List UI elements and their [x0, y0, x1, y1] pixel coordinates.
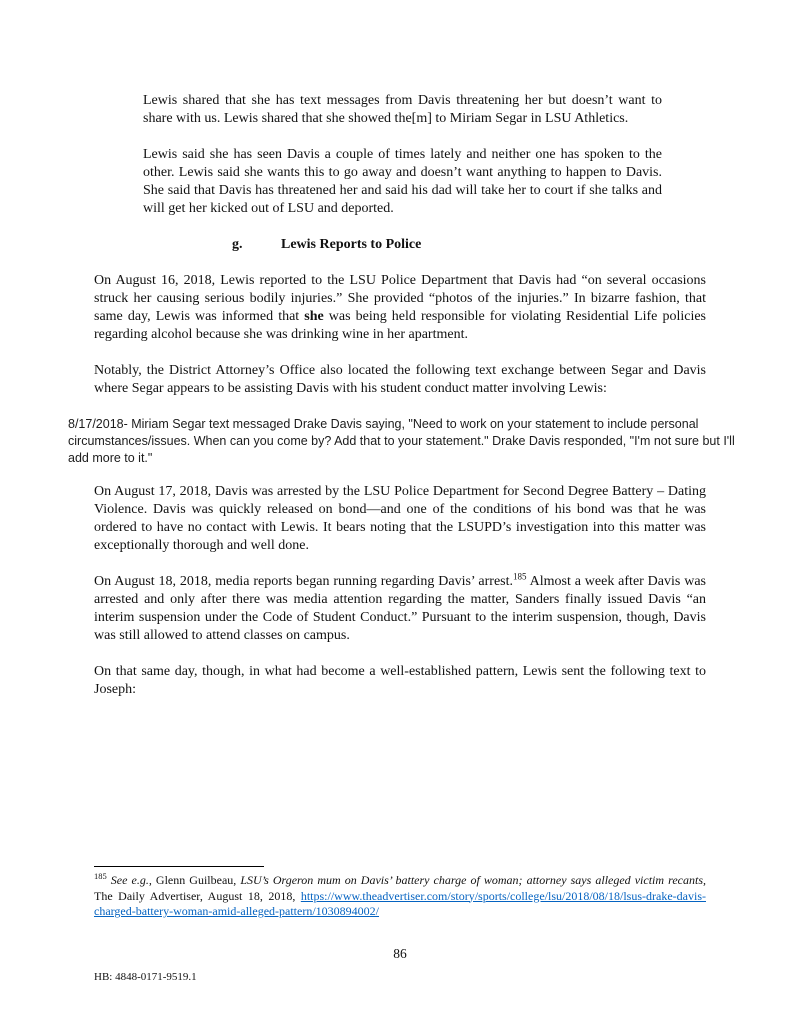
footnote-article-title: LSU’s Orgeron mum on Davis’ battery charge of woman; attorney says alleged victim recants,: [240, 873, 706, 887]
paragraph-same-day: On that same day, though, in what had become a well-established pattern, Lewis sent the following text to Joseph:: [94, 664, 706, 697]
paragraph-notably: Notably, the District Attorney’s Office also located the following text exchange between Segar and Davis where Segar appears to be assisting Davis with his student conduct matter involving Lewis:: [94, 363, 706, 396]
footnote-author: Glenn Guilbeau,: [151, 873, 241, 887]
paragraph-text: Almost a week after Davis was arrested and only after there was media attention regarding the matter, Sanders finally issued Davis “an interim suspension under the Code of Student Conduct.” Pursuant to the interim suspension, though, Davis was still allowed to attend classes on campus.: [94, 574, 706, 643]
emphasized-she: she: [304, 309, 324, 324]
footnote-link[interactable]: https://www.theadvertiser.com/story/sports/college/lsu/2018/08/18/lsus-drake-davis-charged-battery-woman-amid-alleged-pattern/1030894002/: [94, 888, 706, 918]
paragraph-text: On August 16, 2018, Lewis reported to the LSU Police Department that Davis had “on several occasions struck her causing serious bodily injuries.” She provided “photos of the injuries.” In bizarre fashion, that same day, Lewis was informed that: [94, 273, 706, 324]
page-number: 86: [393, 946, 407, 961]
section-heading: [94, 236, 706, 254]
paragraph-text: On August 18, 2018, media reports began running regarding Davis’ arrest.: [94, 574, 514, 589]
footnote-reference: 185: [513, 571, 527, 582]
footnote-publication: The Daily Advertiser, August 18, 2018,: [94, 888, 301, 903]
document-id: HB: 4848-0171-9519.1: [94, 971, 197, 983]
footnote-signal: See e.g.,: [106, 873, 152, 887]
quote-paragraph: Lewis shared that she has text messages from Davis threatening her but doesn’t want to share with us. Lewis shared that she showed the[m] to Miriam Segar in LSU Athletics.: [143, 93, 662, 126]
paragraph-aug17: On August 17, 2018, Davis was arrested by the LSU Police Department for Second Degree Battery – Dating Violence. Davis was quickly released on bond—and one of the conditions of his bond was that he was ordered to have no contact with Lewis. It bears noting that the LSUPD’s investigation into this matter was exceptionally thorough and well done.: [94, 484, 706, 553]
section-heading-label: g.: [232, 237, 243, 252]
footnote-number: 185: [94, 871, 107, 881]
paragraph-text: was being held responsible for violating Residential Life policies regarding alcohol because she was drinking wine in her apartment.: [94, 309, 706, 342]
footnote-separator: [94, 866, 264, 867]
paragraph-aug16: [94, 272, 706, 344]
paragraph-aug18: [94, 573, 706, 645]
quote-paragraph: Lewis said she has seen Davis a couple of times lately and neither one has spoken to the other. Lewis said she wants this to go away and doesn’t want anything to happen to Davis. She said that Davis has threatened her and said his dad will take her to court if she talks and will get her kicked out of LSU and deported.: [143, 147, 662, 216]
footnote-185: [94, 873, 706, 920]
section-heading-title: Lewis Reports to Police: [281, 237, 422, 252]
text-exchange-excerpt: 8/17/2018- Miriam Segar text messaged Drake Davis saying, "Need to work on your statement to include personal circumstances/issues. When can you come by? Add that to your statement." Drake Davis responded, "I'm not sure but I'll add more to it.": [68, 417, 735, 465]
